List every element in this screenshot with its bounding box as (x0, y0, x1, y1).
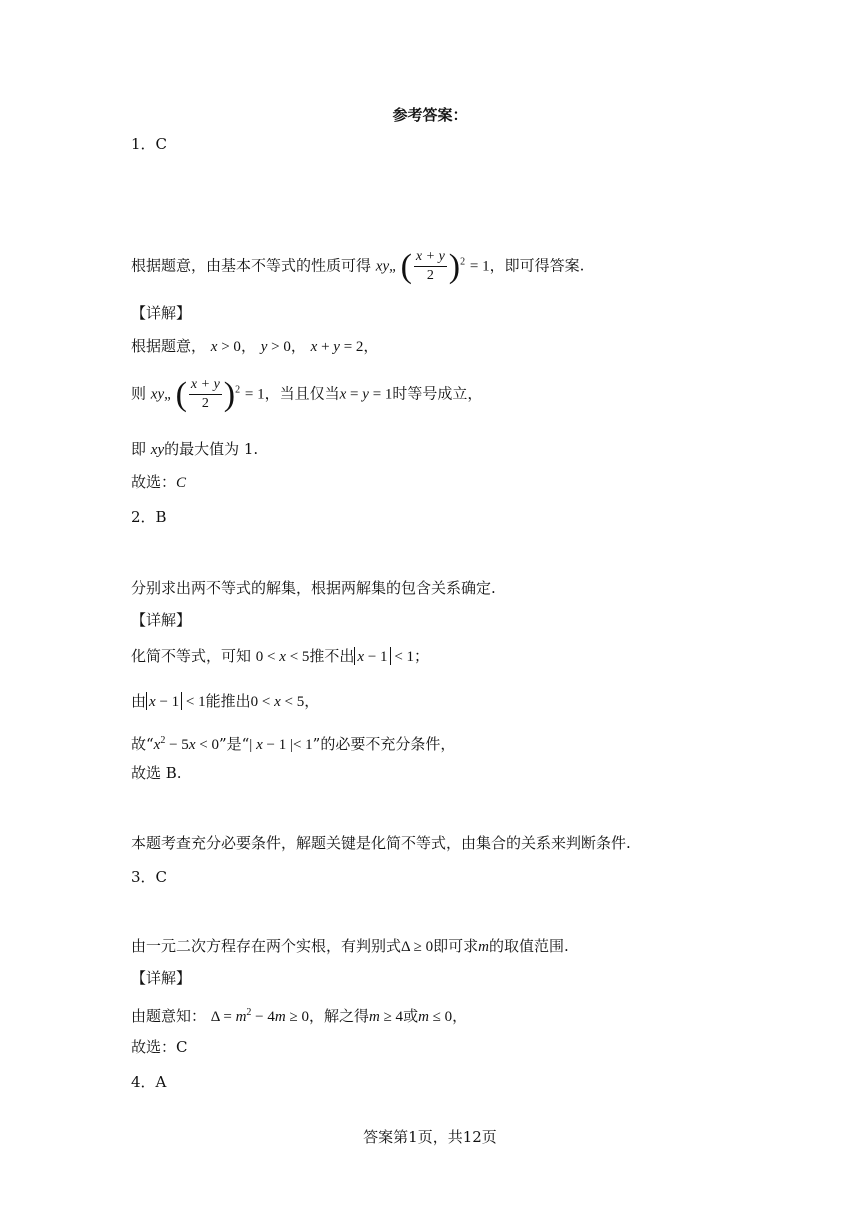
answer-2-comment: 本题考查充分必要条件，解题关键是化简不等式，由集合的关系来判断条件. (131, 834, 631, 852)
answer-3-choice: 故选：C (131, 1038, 188, 1056)
answer-2-heading: 2．B (131, 508, 167, 526)
answer-3-heading: 3．C (131, 868, 168, 886)
answer-1-detail-line-3: 即 xy的最大值为 1. (131, 440, 259, 458)
answer-3-detail-line-1: 由题意知： $\Delta = m^2 - 4m \ge 0$，解之得m ≥ 4或m ≤ 0， (131, 1007, 468, 1025)
page-title: 参考答案： (392, 106, 468, 124)
answer-2-detail-line-1: 化简不等式，可知 0 < x < 5推不出 x − 1 < 1； (131, 647, 430, 665)
answer-3-hint: 由一元二次方程存在两个实根，有判别式Δ ≥ 0即可求m的取值范围. (131, 937, 569, 955)
answer-1-hint: 根据题意，由基本不等式的性质可得 xy„ ( $\frac{x + y}{2}$ )$^2$ = 1，即可得答案. (131, 247, 585, 285)
answer-2-detail-tag: 【详解】 (131, 611, 192, 629)
answer-2-detail-line-3: 故“$x^2 - 5x < 0$”是“| x − 1 |< 1”的必要不充分条件， (131, 735, 456, 753)
answer-2-hint: 分别求出两不等式的解集，根据两解集的包含关系确定. (131, 579, 496, 597)
answer-2-choice: 故选 B. (131, 764, 182, 782)
answer-1-heading: 1．C (131, 135, 168, 153)
answer-1-choice: 故选：C (131, 473, 187, 491)
answer-2-detail-line-2: 由 x − 1 < 1能推出0 < x < 5， (131, 692, 320, 710)
answer-1-detail-line-1: 根据题意， x > 0， y > 0， x + y = 2， (131, 337, 379, 355)
answer-1-detail-tag: 【详解】 (131, 304, 192, 322)
answer-3-detail-tag: 【详解】 (131, 969, 192, 987)
answer-4-heading: 4．A (131, 1073, 167, 1091)
answer-1-detail-line-2: 则 xy„ ( $\frac{x + y}{2}$ )$^2$ = 1，当且仅当x = y = 1时等号成立， (131, 375, 483, 413)
page-footer: 答案第1页，共12页 (363, 1128, 497, 1146)
